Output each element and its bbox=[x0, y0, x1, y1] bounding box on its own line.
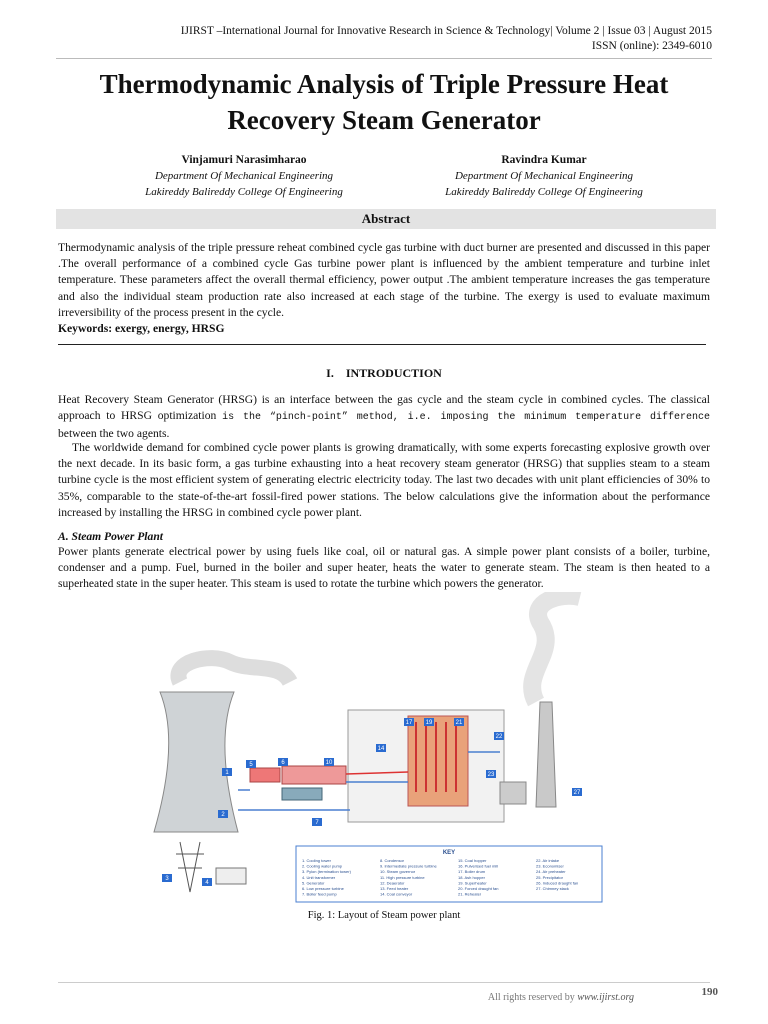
footer-divider bbox=[58, 982, 710, 983]
marker-27 bbox=[572, 788, 582, 796]
key-item: 9. Intermediate pressure turbine bbox=[380, 863, 437, 869]
key-item: 27. Chimney stack bbox=[536, 886, 569, 891]
condenser bbox=[282, 788, 322, 800]
key-item: 1. Cooling tower bbox=[302, 858, 331, 863]
author-2-dept: Department Of Mechanical Engineering bbox=[454, 170, 634, 182]
figure-caption: Fig. 1: Layout of Steam power plant bbox=[307, 910, 461, 921]
marker-21 bbox=[454, 718, 464, 726]
marker-23 bbox=[486, 770, 496, 778]
key-item: 18. Ash hopper bbox=[458, 874, 485, 880]
marker-2 bbox=[218, 810, 228, 818]
paper-title bbox=[40, 66, 728, 138]
marker-14 bbox=[376, 744, 386, 752]
key-item: 3. Pylon (termination tower) bbox=[302, 869, 351, 875]
marker-17 bbox=[404, 718, 414, 726]
footer-rights bbox=[488, 992, 634, 1003]
svg-text:4: 4 bbox=[205, 880, 209, 886]
svg-text:5: 5 bbox=[249, 762, 253, 768]
turbine-set bbox=[282, 766, 346, 784]
chimney-smoke bbox=[532, 596, 580, 702]
section-number: I. bbox=[326, 366, 334, 380]
key-item: 10. Steam governor bbox=[380, 869, 416, 875]
svg-text:19: 19 bbox=[425, 720, 433, 726]
key-item: 22. Air intake bbox=[536, 858, 560, 863]
header-divider bbox=[56, 58, 712, 59]
precipitator bbox=[500, 782, 526, 804]
footer-site-link[interactable]: www.ijirst.org bbox=[577, 992, 634, 1003]
svg-text:14: 14 bbox=[377, 746, 385, 752]
svg-text:23: 23 bbox=[487, 772, 495, 778]
key-item: 21. Reheater bbox=[458, 891, 482, 897]
abstract-text: Thermodynamic analysis of the triple pressure reheat combined cycle gas turbine with duct burner are presented and discussed in this paper .The overall performance of a combined cycle Gas turbine power plant is influenced by the ambient temperature and turbine inlet temperature. These parameters affect the overall thermal efficiency, power output .The ambient temperature increases the gas temperature and also the individual steam production rate also increased at each stage of the turbine. The exergy is used to evaluate maximum irreversibility of the process present in the cycle. bbox=[58, 241, 710, 319]
intro-p1-part-a: Heat Recovery Steam Generator (HRSG) is an interface between the gas cycle and the steam cycle in combined cycles. The classical approach to HRSG optimization bbox=[58, 393, 710, 423]
subsection-heading: A. Steam Power Plant bbox=[58, 530, 163, 543]
key-item: 4. Unit transformer bbox=[302, 874, 336, 880]
chimney-stack bbox=[536, 702, 556, 807]
key-item: 25. Precipitator bbox=[536, 874, 563, 880]
steam-plant-paragraph: Power plants generate electrical power by using fuels like coal, oil or natural gas. A simple power plant consists of a boiler, turbine, condenser and a pump. Fuel, burned in the boiler and super heater, heats the water to generate steam. The steam is then heated to a superheated state in the super heater. This steam is used to rotate the turbine which powers the generator. bbox=[58, 545, 710, 591]
key-item: 19. Superheater bbox=[458, 880, 487, 886]
marker-5 bbox=[246, 760, 256, 768]
marker-4 bbox=[202, 878, 212, 886]
svg-text:6: 6 bbox=[281, 760, 285, 766]
svg-text:22: 22 bbox=[495, 734, 503, 740]
author-2-name: Ravindra Kumar bbox=[501, 154, 587, 166]
marker-7 bbox=[312, 818, 322, 826]
svg-text:21: 21 bbox=[455, 720, 463, 726]
key-item: 5. Generator bbox=[302, 880, 325, 886]
key-item: 6. Low pressure turbine bbox=[302, 886, 344, 891]
keywords: Keywords: exergy, energy, HRSG bbox=[58, 322, 225, 336]
key-item: 17. Boiler drum bbox=[458, 869, 486, 875]
svg-text:27: 27 bbox=[573, 790, 581, 796]
key-title: KEY bbox=[442, 850, 456, 856]
key-item: 15. Coal hopper bbox=[458, 858, 487, 863]
key-item: 11. High pressure turbine bbox=[380, 874, 425, 880]
author-1 bbox=[94, 152, 394, 200]
section-title: INTRODUCTION bbox=[345, 366, 442, 380]
journal-header-line1: IJIRST –International Journal for Innovative Research in Science & Technology| Volume 2 | Issue 03 | August 2015 bbox=[180, 25, 712, 37]
marker-6 bbox=[278, 758, 288, 766]
pylon bbox=[176, 842, 204, 892]
intro-p1-part-b: is the “pinch-point” method, i.e. imposing the minimum temperature difference bbox=[222, 412, 711, 424]
svg-text:2: 2 bbox=[221, 812, 225, 818]
author-1-dept: Department Of Mechanical Engineering bbox=[154, 170, 334, 182]
key-item: 24. Air preheater bbox=[536, 869, 566, 875]
footer-rights-text: All rights reserved by bbox=[487, 992, 575, 1003]
marker-1 bbox=[222, 768, 232, 776]
author-2 bbox=[394, 152, 694, 200]
journal-header bbox=[181, 24, 712, 54]
key-item: 7. Boiler feed pump bbox=[302, 891, 337, 897]
key-item: 8. Condensor bbox=[380, 858, 405, 863]
key-item: 2. Cooling water pump bbox=[302, 863, 343, 869]
title-line-2: Recovery Steam Generator bbox=[227, 105, 541, 135]
cooling-tower-vapour bbox=[178, 658, 290, 682]
abstract-divider bbox=[58, 344, 706, 345]
key-item: 14. Coal conveyor bbox=[380, 891, 413, 897]
author-1-college: Lakireddy Balireddy College Of Engineering bbox=[145, 186, 343, 198]
abstract-body bbox=[58, 240, 710, 337]
key-item: 12. Deaerator bbox=[380, 880, 405, 886]
page-number: 190 bbox=[701, 986, 718, 998]
marker-19 bbox=[424, 718, 434, 726]
marker-10 bbox=[324, 758, 334, 766]
intro-paragraph-1 bbox=[58, 392, 710, 443]
svg-text:10: 10 bbox=[325, 760, 333, 766]
key-item: 13. Feed heater bbox=[380, 886, 409, 891]
intro-paragraph-2: The worldwide demand for combined cycle power plants is growing dramatically, with some experts forecasting explosive growth over the next decade. In its basic form, a gas turbine exhausting into a heat recovery steam generator (HRSG) that supplies steam to a steam turbine cycle is the most efficient system of generating electric electricity today. The last two decades with unit plant efficiencies of 30% to 35%, comparable to the state-of-the-art fossil-fired power stations. The below calculations give the information about the performance increased by installing the HRSG in combined cycle power plant. bbox=[58, 441, 710, 519]
abstract-heading: Abstract bbox=[56, 209, 716, 229]
key-item: 16. Pulverised fuel mill bbox=[458, 863, 499, 869]
svg-text:7: 7 bbox=[315, 820, 319, 826]
author-2-college: Lakireddy Balireddy College Of Engineering bbox=[445, 186, 643, 198]
journal-header-line2: ISSN (online): 2349-6010 bbox=[591, 40, 712, 52]
section-heading bbox=[0, 366, 768, 381]
generator bbox=[250, 768, 280, 782]
svg-text:3: 3 bbox=[165, 876, 169, 882]
key-item: 26. Induced draught fan bbox=[536, 880, 579, 886]
svg-text:17: 17 bbox=[405, 720, 413, 726]
marker-22 bbox=[494, 732, 504, 740]
key-item: 23. Economiser bbox=[536, 863, 564, 869]
intro-p1-part-c: between the two agents. bbox=[58, 427, 170, 441]
title-line-1: Thermodynamic Analysis of Triple Pressure Heat bbox=[99, 69, 669, 99]
unit-transformer bbox=[216, 868, 246, 884]
figure-key bbox=[296, 846, 602, 902]
steam-power-plant-figure bbox=[140, 592, 620, 908]
author-1-name: Vinjamuri Narasimharao bbox=[181, 154, 307, 166]
svg-text:1: 1 bbox=[225, 770, 229, 776]
key-item: 20. Forced draught fan bbox=[458, 886, 499, 891]
marker-3 bbox=[162, 874, 172, 882]
